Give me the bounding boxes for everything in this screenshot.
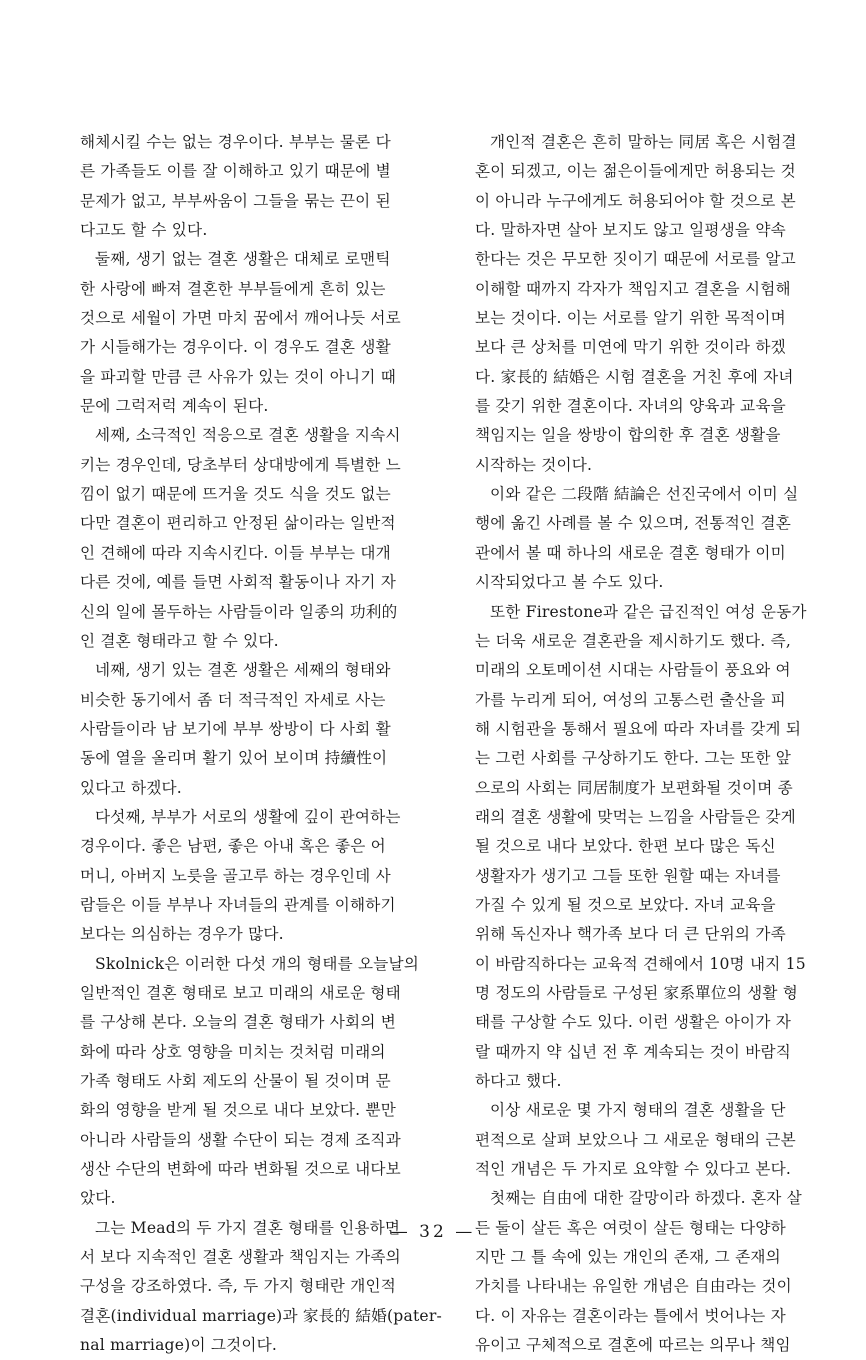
text-line: 유이고 구체적으로 결혼에 따르는 의무나 책임 bbox=[475, 1336, 791, 1355]
text-line: 보다는 의심하는 경우가 많다. bbox=[80, 925, 284, 944]
text-line: 지만 그 틀 속에 있는 개인의 존재, 그 존재의 bbox=[475, 1248, 781, 1267]
text-line: 해 시험관을 통해서 필요에 따라 자녀를 갖게 되 bbox=[475, 719, 802, 738]
text-line: 래의 결혼 생활에 맞먹는 느낌을 사람들은 갖게 bbox=[475, 807, 796, 826]
text-line: 적인 개념은 두 가지로 요약할 수 있다고 본다. bbox=[475, 1160, 791, 1179]
text-line: 랄 때까지 약 십년 전 후 계속되는 것이 바람직 bbox=[475, 1042, 791, 1061]
text-line: 혼이 되겠고, 이는 젊은이들에게만 허용되는 것 bbox=[475, 162, 796, 181]
text-line: 될 것으로 내다 보았다. 한편 보다 많은 독신 bbox=[475, 837, 776, 856]
text-line: 행에 옮긴 사례를 볼 수 있으며, 전통적인 결혼 bbox=[475, 514, 791, 533]
text-line: 개인적 결혼은 흔히 말하는 同居 혹은 시험결 bbox=[490, 133, 797, 151]
text-line: 그는 Mead의 두 가지 결혼 형태를 인용하면 bbox=[95, 1218, 401, 1237]
page-number: — 32 — bbox=[390, 1222, 476, 1242]
text-line: 아니라 사람들의 생활 수단이 되는 경제 조직과 bbox=[80, 1130, 401, 1149]
text-line: 가족 형태도 사회 제도의 산물이 될 것이며 문 bbox=[80, 1072, 391, 1090]
right-text-column bbox=[475, 128, 843, 1360]
text-line: 것으로 세월이 가면 마치 꿈에서 깨어나듯 서로 bbox=[80, 309, 401, 328]
text-line: 세째, 소극적인 적응으로 결혼 생활을 지속시 bbox=[95, 426, 401, 445]
text-line: 생활자가 생기고 그들 또한 원할 때는 자녀를 bbox=[475, 866, 781, 885]
text-line: 있다고 하겠다. bbox=[80, 778, 182, 797]
text-line: 생산 수단의 변화에 따라 변화될 것으로 내다보 bbox=[80, 1160, 401, 1179]
text-line: 한다는 것은 무모한 짓이기 때문에 서로를 알고 bbox=[475, 250, 796, 269]
text-line: 보는 것이다. 이는 서로를 알기 위한 목적이며 bbox=[475, 309, 786, 328]
text-line: 하다고 했다. bbox=[475, 1072, 562, 1090]
left-text-column bbox=[80, 128, 448, 1360]
text-line: 를 구상해 본다. 오늘의 결혼 형태가 사회의 변 bbox=[80, 1013, 396, 1032]
text-line: 태를 구상할 수도 있다. 이런 생활은 아이가 자 bbox=[475, 1013, 791, 1032]
text-line: 사람들이라 남 보기에 부부 쌍방이 다 사회 활 bbox=[80, 719, 391, 738]
text-line: 인 결혼 형태라고 할 수 있다. bbox=[80, 631, 279, 650]
text-line: 위해 독신자나 핵가족 보다 더 큰 단위의 가족 bbox=[475, 925, 786, 944]
text-line: 문제가 없고, 부부싸움이 그들을 묶는 끈이 된 bbox=[80, 191, 391, 210]
text-line: 화에 따라 상호 영향을 미치는 것처럼 미래의 bbox=[80, 1042, 386, 1061]
text-line: 인 견해에 따라 지속시킨다. 이들 부부는 대개 bbox=[80, 543, 391, 562]
text-line: 이 바람직하다는 교육적 견해에서 10명 내지 15 bbox=[475, 954, 806, 973]
text-line: 가질 수 있게 될 것으로 보았다. 자녀 교육을 bbox=[475, 895, 776, 914]
text-line: 이상 새로운 몇 가지 형태의 결혼 생활을 단 bbox=[490, 1101, 786, 1120]
text-line: 가 시들해가는 경우이다. 이 경우도 결혼 생활 bbox=[80, 338, 391, 357]
text-line: 신의 일에 몰두하는 사람들이라 일종의 功利的 bbox=[80, 602, 398, 621]
text-line: 화의 영향을 받게 될 것으로 내다 보았다. 뿐만 bbox=[80, 1101, 396, 1120]
text-line: 으로의 사회는 同居制度가 보편화될 것이며 종 bbox=[475, 778, 793, 797]
text-line: 이와 같은 二段階 結論은 선진국에서 이미 실 bbox=[490, 485, 799, 504]
text-line: 를 갖기 위한 결혼이다. 자녀의 양육과 교육을 bbox=[475, 397, 786, 416]
text-line: 서 보다 지속적인 결혼 생활과 책임지는 가족의 bbox=[80, 1248, 401, 1267]
text-line: 든 둘이 살든 혹은 여럿이 살든 형태는 다양하 bbox=[475, 1218, 786, 1237]
text-line: 해체시킬 수는 없는 경우이다. 부부는 물론 다 bbox=[80, 133, 391, 151]
text-line: 는 더욱 새로운 결혼관을 제시하기도 했다. 즉, bbox=[475, 631, 791, 650]
text-line: nal marriage)이 그것이다. bbox=[80, 1336, 278, 1355]
text-line: 다만 결혼이 편리하고 안정된 삶이라는 일반적 bbox=[80, 514, 396, 533]
text-line: 문에 그럭저럭 계속이 된다. bbox=[80, 397, 269, 416]
text-line: 는 그런 사회를 구상하기도 한다. 그는 또한 앞 bbox=[475, 749, 791, 768]
text-line: 시작되었다고 볼 수도 있다. bbox=[475, 573, 664, 592]
text-line: 한 사랑에 빠져 결혼한 부부들에게 흔히 있는 bbox=[80, 279, 386, 298]
text-line: 다. 이 자유는 결혼이라는 틀에서 벗어나는 자 bbox=[475, 1306, 786, 1325]
text-line: 머니, 아버지 노릇을 골고루 하는 경우인데 사 bbox=[80, 866, 391, 885]
text-line: 또한 Firestone과 같은 급진적인 여성 운동가 bbox=[490, 602, 807, 621]
text-line: 둘째, 생기 없는 결혼 생활은 대체로 로맨틱 bbox=[95, 250, 391, 269]
text-line: 결혼(individual marriage)과 家長的 結婚(pater- bbox=[80, 1306, 442, 1325]
text-line: 낌이 없기 때문에 뜨거울 것도 식을 것도 없는 bbox=[80, 485, 391, 504]
text-line: 가를 누리게 되어, 여성의 고통스런 출산을 피 bbox=[475, 690, 786, 709]
text-line: 이 아니라 누구에게도 허용되어야 할 것으로 본 bbox=[475, 191, 796, 210]
text-line: 책임지는 일을 쌍방이 합의한 후 결혼 생활을 bbox=[475, 426, 781, 445]
text-line: 첫째는 自由에 대한 갈망이라 하겠다. 혼자 살 bbox=[490, 1189, 802, 1208]
text-line: Skolnick은 이러한 다섯 개의 형태를 오늘날의 bbox=[95, 954, 420, 973]
text-line: 편적으로 살펴 보았으나 그 새로운 형태의 근본 bbox=[475, 1130, 796, 1149]
text-line: 다고도 할 수 있다. bbox=[80, 221, 208, 240]
text-line: 가치를 나타내는 유일한 개념은 自由라는 것이 bbox=[475, 1277, 792, 1296]
text-line: 구성을 강조하였다. 즉, 두 가지 형태란 개인적 bbox=[80, 1277, 396, 1296]
text-line: 관에서 볼 때 하나의 새로운 결혼 형태가 이미 bbox=[475, 543, 786, 562]
text-line: 을 파괴할 만큼 큰 사유가 있는 것이 아니기 때 bbox=[80, 367, 396, 386]
text-line: 키는 경우인데, 당초부터 상대방에게 특별한 느 bbox=[80, 455, 401, 474]
text-line: 았다. bbox=[80, 1189, 116, 1208]
text-line: 람들은 이들 부부나 자녀들의 관계를 이해하기 bbox=[80, 895, 396, 914]
text-line: 시작하는 것이다. bbox=[475, 455, 593, 474]
text-line: 다섯째, 부부가 서로의 생활에 깊이 관여하는 bbox=[95, 807, 401, 826]
text-line: 다. 말하자면 살아 보지도 않고 일평생을 약속 bbox=[475, 221, 786, 240]
text-line: 비슷한 동기에서 좀 더 적극적인 자세로 사는 bbox=[80, 690, 386, 709]
text-line: 미래의 오토메이션 시대는 사람들이 풍요와 여 bbox=[475, 661, 791, 680]
text-line: 명 정도의 사람들로 구성된 家系單位의 생활 형 bbox=[475, 983, 799, 1002]
text-line: 경우이다. 좋은 남편, 좋은 아내 혹은 좋은 어 bbox=[80, 837, 386, 856]
text-line: 네째, 생기 있는 결혼 생활은 세째의 형태와 bbox=[95, 661, 391, 680]
text-line: 다른 것에, 예를 들면 사회적 활동이나 자기 자 bbox=[80, 573, 396, 592]
text-line: 동에 열을 올리며 활기 있어 보이며 持續性이 bbox=[80, 749, 388, 768]
text-line: 보다 큰 상처를 미연에 막기 위한 것이라 하겠 bbox=[475, 338, 786, 357]
text-line: 른 가족들도 이를 잘 이해하고 있기 때문에 별 bbox=[80, 162, 391, 181]
text-line: 다. 家長的 結婚은 시험 결혼을 거친 후에 자녀 bbox=[475, 367, 794, 386]
text-line: 이해할 때까지 각자가 책임지고 결혼을 시험해 bbox=[475, 279, 791, 298]
text-line: 일반적인 결혼 형태로 보고 미래의 새로운 형태 bbox=[80, 983, 401, 1002]
